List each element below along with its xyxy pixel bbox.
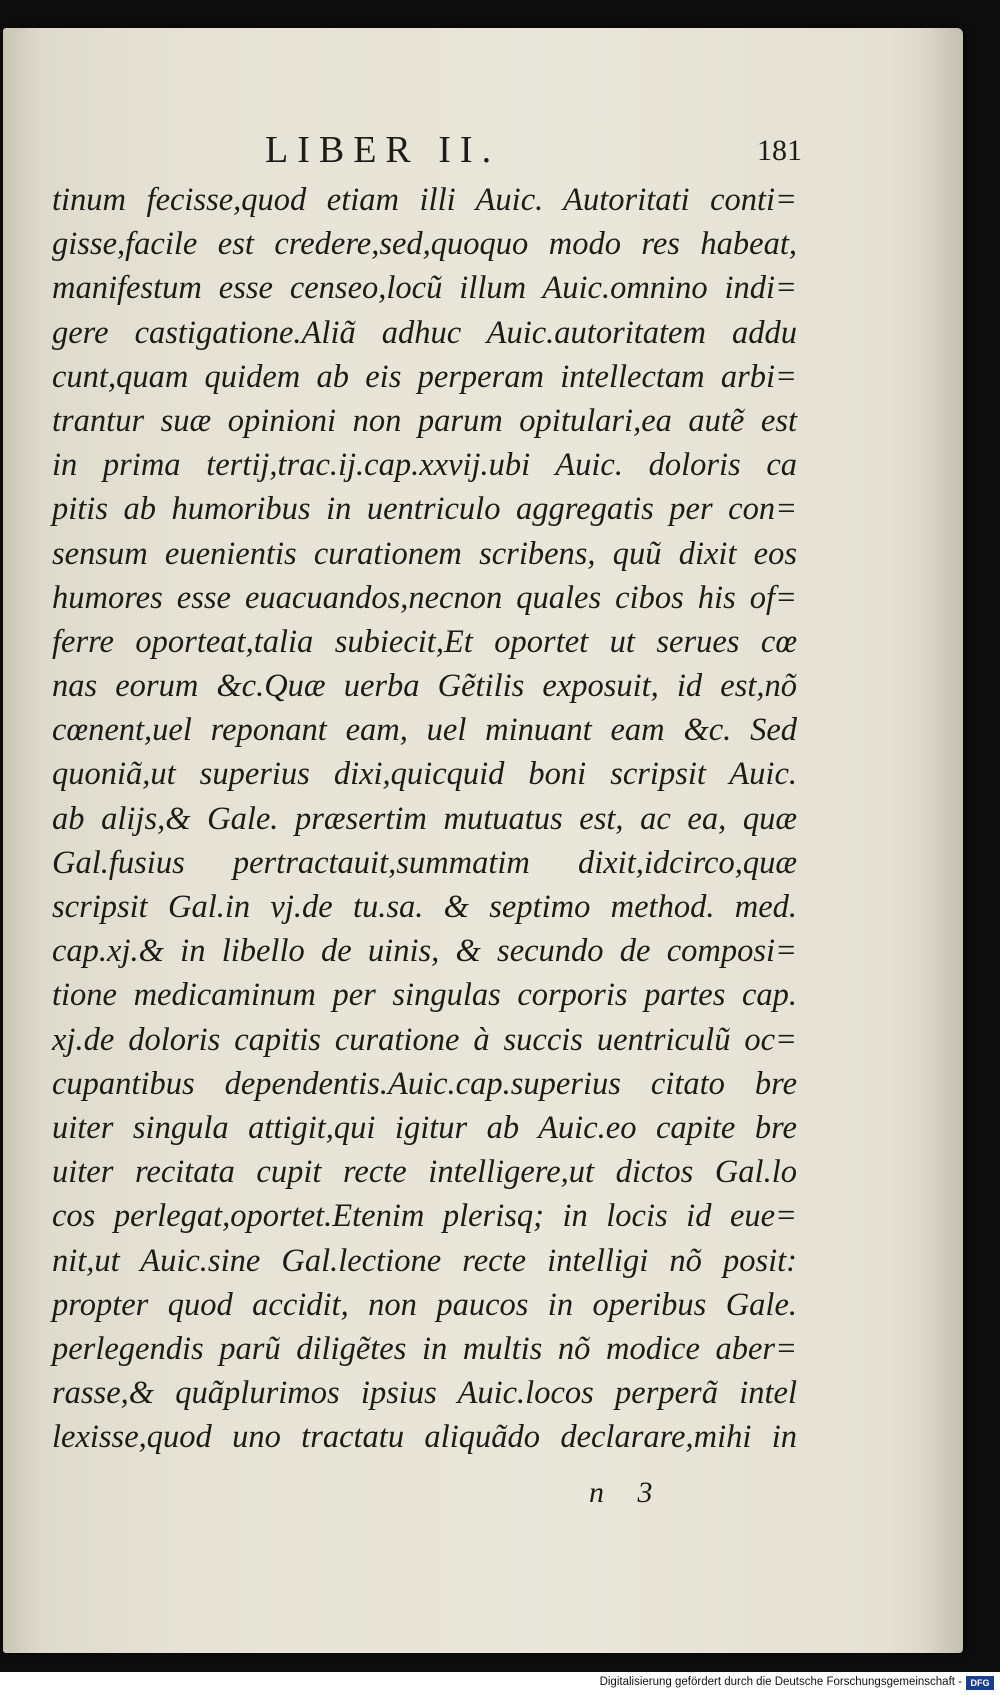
- running-title: LIBER II.: [265, 129, 501, 171]
- text-line: trantur suæ opinioni non parum opitulari,ea autẽ est: [52, 402, 797, 439]
- text-line: rasse,& quãplurimos ipsius Auic.locos perperã intel: [52, 1375, 797, 1412]
- text-line: xj.de doloris capitis curatione à succis uentriculũ oc=: [52, 1021, 797, 1058]
- text-line: lexisse,quod uno tractatu aliquãdo declarare,mihi in: [52, 1419, 797, 1456]
- text-line: humores esse euacuandos,necnon quales cibos his of=: [52, 579, 797, 616]
- text-line: gere castigatione.Aliã adhuc Auic.autoritatem addu: [52, 314, 797, 351]
- text-line: cos perlegat,oportet.Etenim plerisq; in locis id eue=: [52, 1198, 797, 1235]
- main-text-block: [52, 178, 797, 1459]
- text-line: in prima tertij,trac.ij.cap.xxvij.ubi Auic. doloris ca: [52, 447, 797, 484]
- book-page: [3, 28, 963, 1653]
- text-line: sensum euenientis curationem scribens, quũ dixit eos: [52, 535, 797, 572]
- text-line: cupantibus dependentis.Auic.cap.superius citato bre: [52, 1065, 797, 1102]
- text-line: cœnent,uel reponant eam, uel minuant eam &c. Sed: [52, 712, 797, 749]
- page-header: [3, 128, 963, 172]
- text-line: gisse,facile est credere,sed,quoquo modo res habeat,: [52, 226, 797, 263]
- folio-number: 181: [757, 134, 802, 167]
- text-line: tione medicaminum per singulas corporis partes cap.: [52, 977, 797, 1014]
- text-line: cunt,quam quidem ab eis perperam intellectam arbi=: [52, 358, 797, 395]
- text-line: nit,ut Auic.sine Gal.lectione recte intelligi nõ posit:: [52, 1242, 797, 1279]
- text-line: scripsit Gal.in vj.de tu.sa. & septimo method. med.: [52, 889, 797, 925]
- dfg-logo-icon: DFG: [966, 1676, 994, 1690]
- text-line: uiter recitata cupit recte intelligere,ut dictos Gal.lo: [52, 1154, 797, 1191]
- text-line: quoniã,ut superius dixi,quicquid boni scripsit Auic.: [52, 756, 797, 793]
- text-line: ab alijs,& Gale. præsertim mutuatus est, ac ea, quæ: [52, 800, 797, 837]
- digitization-footer: [0, 1672, 1000, 1695]
- text-line: pitis ab humoribus in uentriculo aggregatis per con=: [52, 491, 797, 528]
- text-line: uiter singula attigit,qui igitur ab Auic.eo capite bre: [52, 1109, 797, 1146]
- text-line: Gal.fusius pertractauit,summatim dixit,idcirco,quæ: [52, 844, 797, 881]
- text-line: cap.xj.& in libello de uinis, & secundo de composi=: [52, 933, 797, 970]
- text-line: nas eorum &c.Quæ uerba Gẽtilis exposuit, id est,nõ: [52, 668, 797, 705]
- signature-mark: n 3: [589, 1476, 653, 1509]
- text-line: manifestum esse censeo,locũ illum Auic.omnino indi=: [52, 270, 797, 307]
- text-line: ferre oporteat,talia subiecit,Et oportet ut serues cœ: [52, 623, 797, 660]
- text-line: perlegendis parũ diligẽtes in multis nõ modice aber=: [52, 1330, 797, 1367]
- funding-credit: Digitalisierung gefördert durch die Deutsche Forschungsgemeinschaft -: [599, 1676, 962, 1688]
- text-line: tinum fecisse,quod etiam illi Auic. Autoritati conti=: [52, 182, 797, 218]
- text-line: propter quod accidit, non paucos in operibus Gale.: [52, 1286, 797, 1323]
